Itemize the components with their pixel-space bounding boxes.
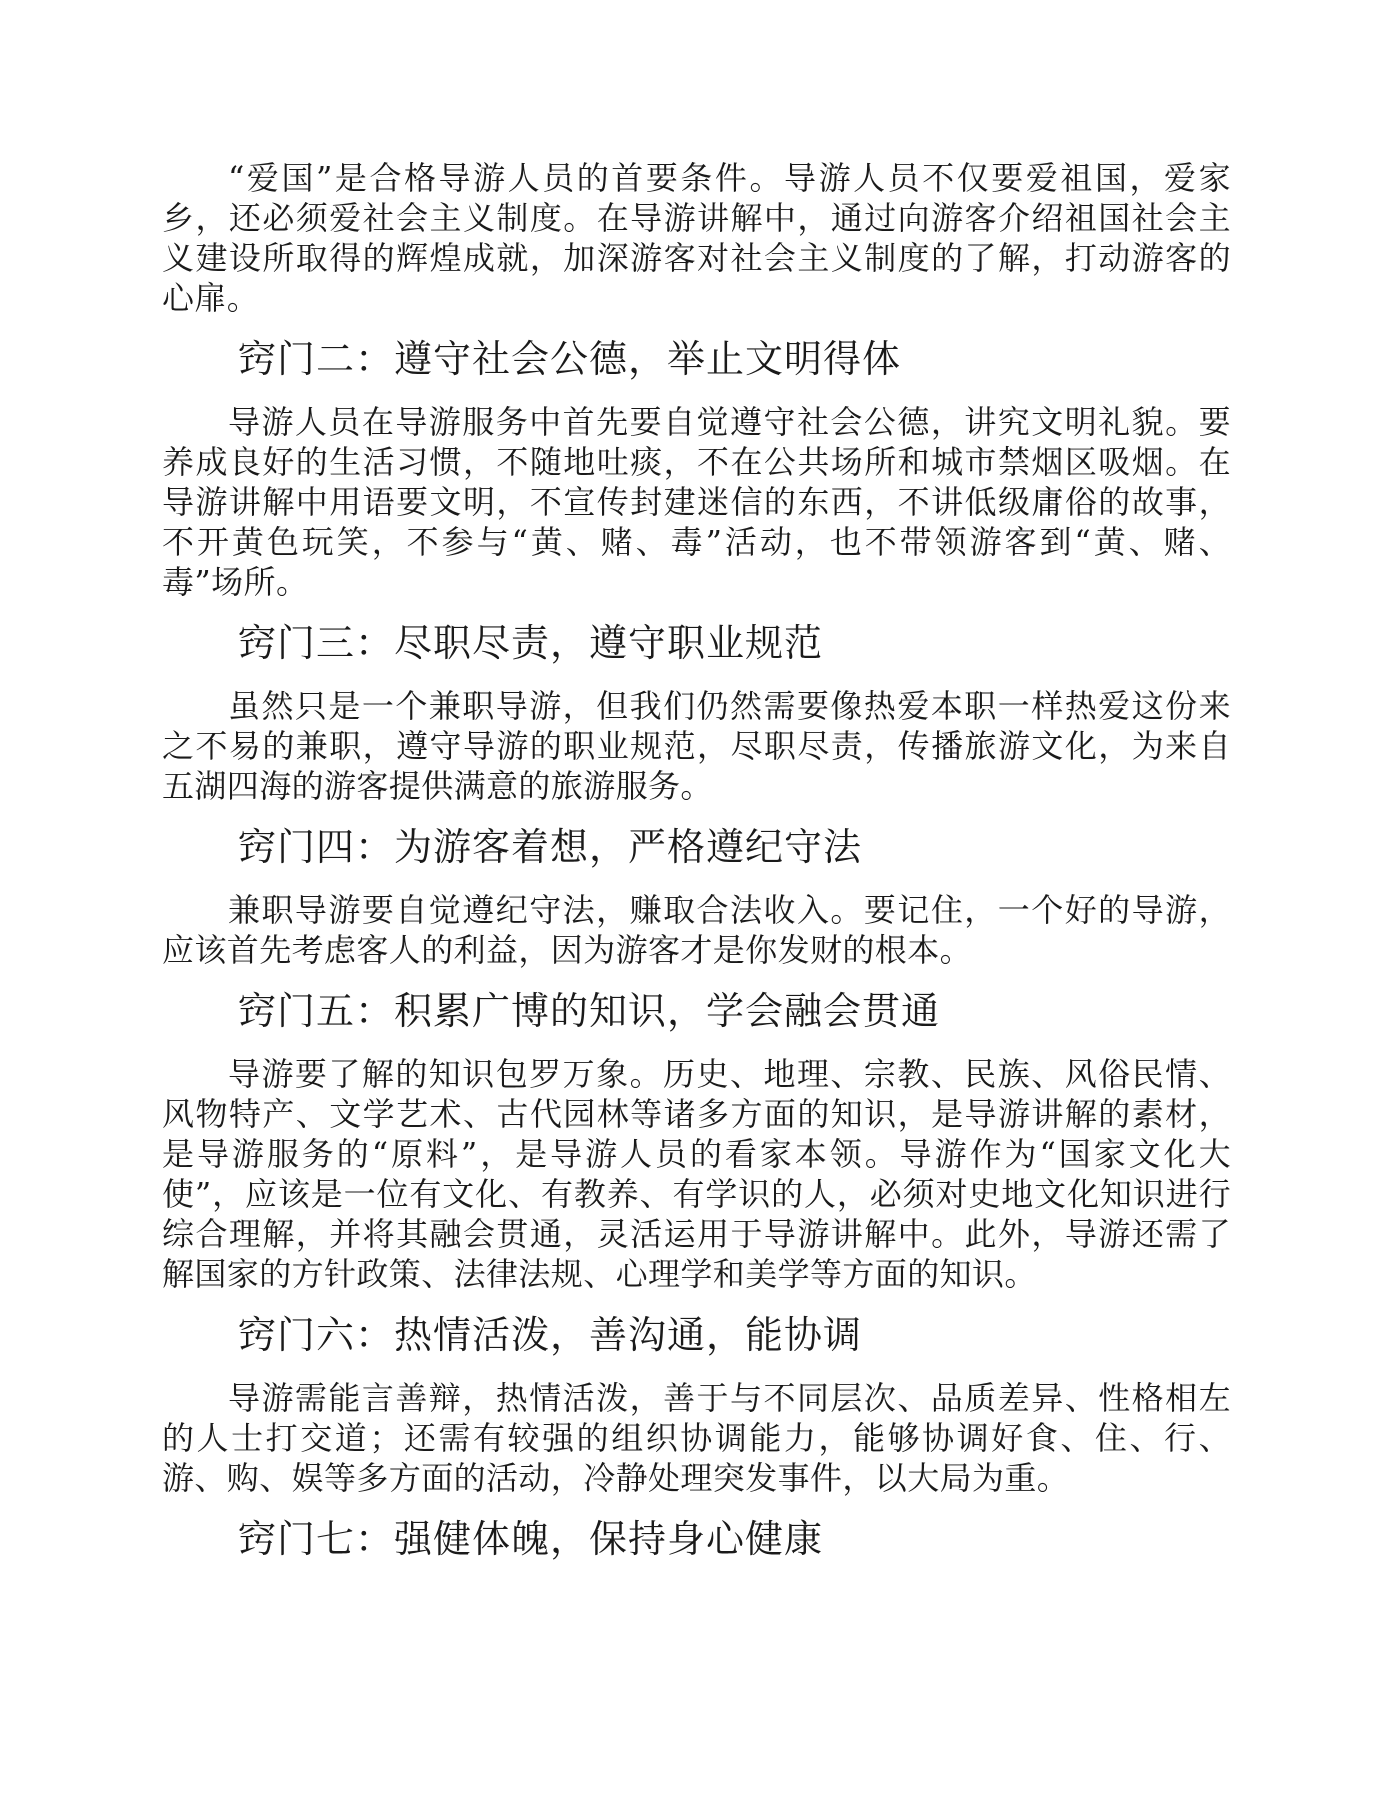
heading-tip-3: 窍门三：尽职尽责，遵守职业规范: [238, 621, 824, 665]
paragraph-tip-6: 导游需能言善辩，热情活泼，善于与不同层次、品质差异、性格相左的人士打交道；还需有较强的组织协调能力，能够协调好食、住、行、游、购、娱等多方面的活动，冷静处理突发事件，以大局为重。: [162, 1379, 1231, 1497]
paragraph-tip-3: 虽然只是一个兼职导游，但我们仍然需要像热爱本职一样热爱这份来之不易的兼职，遵守导游的职业规范，尽职尽责，传播旅游文化，为来自五湖四海的游客提供满意的旅游服务。: [162, 687, 1231, 805]
paragraph-tip-2: 导游人员在导游服务中首先要自觉遵守社会公德，讲究文明礼貌。要养成良好的生活习惯，不随地吐痰，不在公共场所和城市禁烟区吸烟。在导游讲解中用语要文明，不宣传封建迷信的东西，不讲低级庸俗的故事，不开黄色玩笑，不参与“黄、赌、毒”活动，也不带领游客到“黄、赌、毒”场所。: [162, 403, 1231, 601]
heading-tip-7: 窍门七：强健体魄，保持身心健康: [238, 1517, 824, 1561]
heading-tip-5: 窍门五：积累广博的知识，学会融会贯通: [238, 989, 941, 1033]
paragraph-patriotism: “爱国”是合格导游人员的首要条件。导游人员不仅要爱祖国，爱家乡，还必须爱社会主义制度。在导游讲解中，通过向游客介绍祖国社会主义建设所取得的辉煌成就，加深游客对社会主义制度的了解，打动游客的心扉。: [162, 159, 1231, 317]
paragraph-tip-5: 导游要了解的知识包罗万象。历史、地理、宗教、民族、风俗民情、风物特产、文学艺术、古代园林等诸多方面的知识，是导游讲解的素材，是导游服务的“原料”，是导游人员的看家本领。导游作为“国家文化大使”，应该是一位有文化、有教养、有学识的人，必须对史地文化知识进行综合理解，并将其融会贯通，灵活运用于导游讲解中。此外，导游还需了解国家的方针政策、法律法规、心理学和美学等方面的知识。: [162, 1055, 1231, 1293]
heading-tip-4: 窍门四：为游客着想，严格遵纪守法: [238, 825, 863, 869]
paragraph-tip-4: 兼职导游要自觉遵纪守法，赚取合法收入。要记住，一个好的导游，应该首先考虑客人的利益，因为游客才是你发财的根本。: [162, 891, 1231, 969]
heading-tip-6: 窍门六：热情活泼，善沟通，能协调: [238, 1313, 863, 1357]
heading-tip-2: 窍门二：遵守社会公德，举止文明得体: [238, 337, 902, 381]
